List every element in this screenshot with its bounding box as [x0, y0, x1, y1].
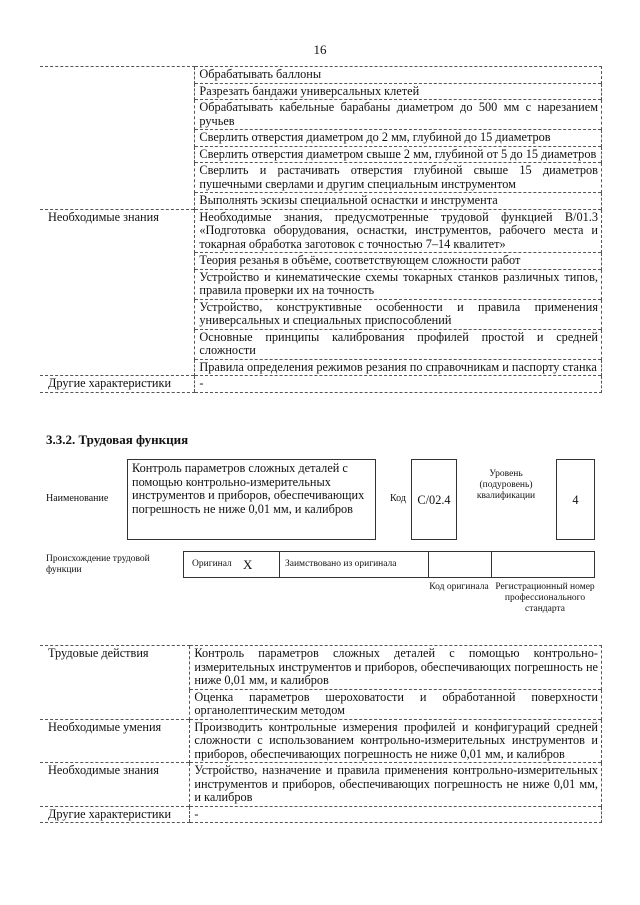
code-label: Код [390, 493, 406, 504]
row-label: Трудовые действия [40, 646, 190, 690]
divider [428, 552, 429, 577]
table-cell: Оценка параметров шероховатости и обработанной поверхности органолептическим методом [190, 689, 602, 719]
table-row [40, 193, 602, 210]
table-row [40, 100, 602, 130]
reg-caption: Регистрационный номер профессионального стандарта [495, 582, 595, 614]
row-label: Необходимые знания [40, 763, 190, 807]
table-row [40, 689, 602, 719]
row-label: Другие характеристики [40, 376, 195, 393]
table-row [40, 209, 602, 253]
table-cell: Сверлить отверстия диаметром до 2 мм, глубиной до 15 диаметров [195, 130, 602, 147]
table-cell: Разрезать бандажи универсальных клетей [195, 83, 602, 100]
table-row [40, 359, 602, 376]
borrowed-label: Заимствовано из оригинала [285, 559, 397, 569]
table-cell: Необходимые знания, предусмотренные трудовой функцией B/01.3 «Подготовка оборудования, оснастки, инструментов, рабочего места и токарная обработка заготовок с точностью 7–14 квалитет» [195, 209, 602, 253]
table-cell: Сверлить и растачивать отверстия глубиной свыше 15 диаметров пушечными сверлами и другим специальным инструментом [195, 163, 602, 193]
table-cell: Правила определения режимов резания по справочникам и паспорту станка [195, 359, 602, 376]
table-cell: Сверлить отверстия диаметром свыше 2 мм, глубиной от 5 до 15 диаметров [195, 146, 602, 163]
table-row [40, 146, 602, 163]
section-title: 3.3.2. Трудовая функция [46, 432, 189, 447]
level-label: Уровень (подуровень) квалификации [476, 469, 536, 501]
code-caption: Код оригинала [429, 582, 489, 592]
divider [279, 552, 280, 577]
table-cell: Устройство, назначение и правила применения контрольно-измерительных инструментов и приборов, обеспечивающих погрешность не ниже 0,01 мм, и калибров [190, 763, 602, 807]
function-name-box: Контроль параметров сложных деталей с помощью контрольно-измерительных инструментов и приборов, обеспечивающих погрешность не ниже 0,01 мм, и калибров [127, 459, 376, 540]
table-cell: Теория резанья в объёме, соответствующем сложности работ [195, 253, 602, 270]
table-row [40, 376, 602, 393]
row-label: Необходимые умения [40, 719, 190, 763]
table-cell: Устройство и кинематические схемы токарных станков различных типов, правила проверки их на точность [195, 269, 602, 299]
page-number: 16 [313, 42, 327, 57]
table-cell: Производить контрольные измерения профилей и конфигураций средней сложности с использованием контрольно-измерительных инструментов и приборов, обеспечивающих погрешность не ниже 0,01 мм, и калибров [190, 719, 602, 763]
table-row [40, 646, 602, 690]
function-details-table [40, 645, 602, 823]
table-cell: Обрабатывать баллоны [195, 67, 602, 84]
table-cell: Обрабатывать кабельные барабаны диаметром до 500 мм с нарезанием ручьев [195, 100, 602, 130]
code-value: C/02.4 [411, 459, 457, 540]
table-row [40, 763, 602, 807]
table-row [40, 719, 602, 763]
row-label: Другие характеристики [40, 806, 190, 823]
table-cell: - [195, 376, 602, 393]
table-cell: Устройство, конструктивные особенности и правила применения универсальных и специальных приспособлений [195, 299, 602, 329]
table-row [40, 130, 602, 147]
divider [491, 552, 492, 577]
origin-row [183, 551, 595, 578]
original-label: Оригинал [192, 559, 232, 569]
table-row [40, 83, 602, 100]
table-cell: - [190, 806, 602, 823]
origin-label: Происхождение трудовой функции [46, 554, 150, 575]
original-mark: X [243, 557, 253, 572]
table-row [40, 806, 602, 823]
table-cell: Основные принципы калибрования профилей простой и средней сложности [195, 329, 602, 359]
name-label: Наименование [46, 493, 109, 504]
table-row [40, 253, 602, 270]
table-row [40, 67, 602, 84]
table-row [40, 269, 602, 299]
table-row [40, 329, 602, 359]
row-label: Необходимые знания [40, 209, 195, 253]
level-value: 4 [556, 459, 595, 540]
table-row [40, 299, 602, 329]
skills-knowledge-table [40, 66, 602, 393]
table-row [40, 163, 602, 193]
table-cell: Выполнять эскизы специальной оснастки и инструмента [195, 193, 602, 210]
table-cell: Контроль параметров сложных деталей с помощью контрольно-измерительных инструментов и приборов, обеспечивающих погрешность не ниже 0,01 мм, и калибров [190, 646, 602, 690]
